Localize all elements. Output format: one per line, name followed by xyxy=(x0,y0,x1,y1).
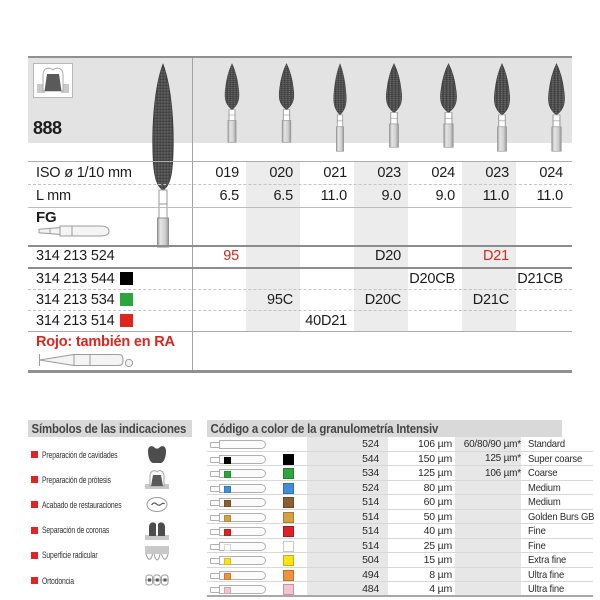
iso-value: 021 xyxy=(323,165,347,181)
list-item xyxy=(28,518,192,543)
figure-code: D20C xyxy=(364,292,401,308)
indication-label: Preparación de prótesis xyxy=(42,474,111,485)
bur-large-image xyxy=(146,62,180,248)
row-line xyxy=(28,331,572,332)
grit-name: Medium xyxy=(528,496,561,509)
grit-name: Standard xyxy=(528,438,565,450)
figure-code xyxy=(408,246,462,267)
figure-code: D20 xyxy=(375,248,401,264)
grain-size: 40 µm xyxy=(423,525,452,538)
indications-header xyxy=(28,420,192,437)
bur-024-image xyxy=(437,63,460,148)
length-value: 6.5 xyxy=(219,188,239,204)
grit-name: Super coarse xyxy=(528,452,583,465)
row-line xyxy=(28,207,572,208)
fg-shank-icon xyxy=(38,223,118,239)
granulometry-row xyxy=(207,437,593,452)
red-bullet xyxy=(31,501,38,508)
figure-code: 95C xyxy=(267,292,293,308)
order-row-544 xyxy=(28,269,572,289)
order-row-514 xyxy=(28,311,572,331)
list-item xyxy=(28,442,192,467)
granulometry-table xyxy=(207,437,593,597)
crown-prep-icon xyxy=(34,64,72,97)
red-bullet xyxy=(31,451,38,458)
ra-shank-icon xyxy=(38,350,140,370)
length-row xyxy=(28,185,572,207)
grain-size: 80 µm xyxy=(423,481,452,494)
figure-code xyxy=(246,311,300,331)
red-bullet xyxy=(31,527,38,534)
list-item xyxy=(28,568,192,593)
grit-code: 524 xyxy=(362,481,379,494)
red-bullet xyxy=(31,476,38,483)
grain-size: 15 µm xyxy=(423,554,452,567)
cavity-prep-icon xyxy=(144,443,170,466)
figure-code: 95 xyxy=(223,248,239,264)
bur-grit-icon xyxy=(210,498,266,507)
grit-name: Coarse xyxy=(528,467,558,480)
grit-code: 504 xyxy=(362,554,379,567)
bur-grit-icon xyxy=(210,440,266,449)
grit-name: Fine xyxy=(528,525,546,538)
shank-type-label: FG xyxy=(36,209,57,226)
figure-code xyxy=(354,269,408,289)
grain-size-alt: 60/80/90 µm* xyxy=(463,438,521,450)
granulometry-row xyxy=(207,568,593,583)
grain-size: 8 µm xyxy=(429,568,452,581)
color-square xyxy=(283,541,294,552)
figure-code xyxy=(192,290,246,310)
length-value: 9.0 xyxy=(381,188,401,204)
length-value: 11.0 xyxy=(482,188,509,204)
indication-label: Acabado de restauraciones xyxy=(42,499,122,510)
grain-size: 60 µm xyxy=(423,496,452,509)
grit-name: Ultra fine xyxy=(528,568,565,581)
grit-code: 544 xyxy=(362,452,379,465)
order-code: 314 213 544 xyxy=(36,271,115,287)
grain-size: 150 µm xyxy=(417,452,452,465)
grain-size: 125 µm xyxy=(417,467,452,480)
color-square xyxy=(283,584,294,595)
order-code: 314 213 534 xyxy=(36,292,115,308)
granulometry-row xyxy=(207,510,593,525)
root-surface-icon xyxy=(144,544,170,567)
list-item xyxy=(28,492,192,517)
orthodontics-icon xyxy=(144,569,170,592)
iso-row xyxy=(28,162,572,184)
indication-label: Preparación de cavidades xyxy=(42,449,118,460)
granulometry-row xyxy=(207,553,593,568)
iso-value: 023 xyxy=(485,165,509,181)
granulometry-row xyxy=(207,466,593,481)
figure-code xyxy=(408,311,462,331)
grit-code: 514 xyxy=(362,525,379,538)
product-family-number: 888 xyxy=(33,118,62,138)
grit-code: 514 xyxy=(362,539,379,552)
figure-code: D20CB xyxy=(409,271,455,287)
restoration-finishing-icon xyxy=(144,493,170,516)
bur-grit-icon xyxy=(210,585,266,594)
prosthesis-prep-icon xyxy=(144,468,170,491)
indications-list xyxy=(28,442,192,593)
length-value: 9.0 xyxy=(435,188,455,204)
bur-grit-icon xyxy=(210,571,266,580)
color-square xyxy=(283,483,294,494)
granulometry-row xyxy=(207,524,593,539)
grain-size: 50 µm xyxy=(423,510,452,523)
grit-code: 514 xyxy=(362,510,379,523)
grain-size-alt: 125 µm* xyxy=(484,453,521,465)
color-square xyxy=(283,497,294,508)
bur-grit-icon xyxy=(210,469,266,478)
granulometry-row xyxy=(207,539,593,554)
indication-icon-box xyxy=(33,63,73,98)
figure-code: D21C xyxy=(472,292,509,308)
indication-label: Ortodoncia xyxy=(42,575,74,586)
figure-code: D21CB xyxy=(517,271,563,287)
length-value: 11.0 xyxy=(536,188,563,204)
indication-label: Separación de coronas xyxy=(42,525,110,536)
bur-grit-icon xyxy=(210,455,266,464)
figure-code xyxy=(300,246,354,267)
grit-code: 514 xyxy=(362,496,379,509)
granulometry-row xyxy=(207,452,593,467)
grit-name: Medium xyxy=(528,481,561,494)
figure-code xyxy=(462,311,516,331)
figure-code xyxy=(516,290,570,310)
color-square xyxy=(283,512,294,523)
bur-grit-icon xyxy=(210,542,266,551)
iso-row-label: ISO ø 1/10 mm xyxy=(36,165,132,181)
figure-code xyxy=(408,290,462,310)
figure-code: 40D21 xyxy=(305,313,347,329)
figure-code xyxy=(246,246,300,267)
grain-size: 4 µm xyxy=(429,583,452,596)
ra-availability-note: Rojo: también en RA xyxy=(36,334,175,350)
indications-title: Símbolos de las indicaciones xyxy=(31,421,187,436)
grit-name: Ultra fine xyxy=(528,583,565,596)
bur-024-long-image xyxy=(545,63,568,152)
figure-code xyxy=(300,269,354,289)
figure-code xyxy=(516,311,570,331)
granulometry-header xyxy=(207,420,562,437)
bur-grit-icon xyxy=(210,527,266,536)
order-code: 314 213 514 xyxy=(36,313,115,329)
grit-code: 494 xyxy=(362,568,379,581)
table-bottom-rule xyxy=(28,370,572,373)
grain-size: 25 µm xyxy=(423,539,452,552)
order-code: 314 213 524 xyxy=(36,248,115,264)
grain-size: 106 µm xyxy=(417,438,452,450)
grit-code: 524 xyxy=(362,438,379,450)
figure-code xyxy=(192,269,246,289)
grit-code: 484 xyxy=(362,583,379,596)
bur-grit-icon xyxy=(210,513,266,522)
list-item xyxy=(28,543,192,568)
bur-grit-icon xyxy=(210,556,266,565)
red-bullet xyxy=(31,552,38,559)
grit-code: 534 xyxy=(362,467,379,480)
color-square xyxy=(283,570,294,581)
bur-020-image xyxy=(276,63,297,143)
granulometry-row xyxy=(207,495,593,510)
granulometry-row xyxy=(207,481,593,496)
color-square xyxy=(283,555,294,566)
figure-code xyxy=(300,290,354,310)
length-value: 6.5 xyxy=(273,188,293,204)
iso-value: 024 xyxy=(431,165,455,181)
figure-code xyxy=(246,269,300,289)
grain-size-alt: 106 µm* xyxy=(484,467,521,479)
color-square xyxy=(283,454,294,465)
bur-023-image xyxy=(383,63,405,148)
color-square xyxy=(283,468,294,479)
grit-name: Extra fine xyxy=(528,554,567,567)
iso-value: 019 xyxy=(215,165,239,181)
figure-code xyxy=(354,311,408,331)
order-row-534 xyxy=(28,290,572,310)
figure-code xyxy=(462,269,516,289)
iso-value: 024 xyxy=(539,165,563,181)
bur-023-long-image xyxy=(491,63,513,152)
figure-code: D21 xyxy=(483,248,509,264)
iso-value: 023 xyxy=(377,165,401,181)
length-row-label: L mm xyxy=(36,188,71,204)
bur-019-image xyxy=(222,63,242,143)
order-row-524 xyxy=(28,246,572,267)
figure-code xyxy=(516,246,570,267)
bur-grit-icon xyxy=(210,484,266,493)
red-bullet xyxy=(31,577,38,584)
granulometry-title: Código a color de la granulometría Intensiv xyxy=(210,421,439,436)
bur-021-image xyxy=(331,63,349,152)
list-item xyxy=(28,467,192,492)
grit-name: Golden Burs GB xyxy=(528,510,595,523)
granulometry-row xyxy=(207,582,593,597)
color-square xyxy=(283,526,294,537)
length-value: 11.0 xyxy=(320,188,347,204)
iso-value: 020 xyxy=(269,165,293,181)
figure-code xyxy=(192,311,246,331)
crown-separation-icon xyxy=(144,519,170,542)
grit-name: Fine xyxy=(528,539,546,552)
indication-label: Superficie radicular xyxy=(42,550,98,561)
